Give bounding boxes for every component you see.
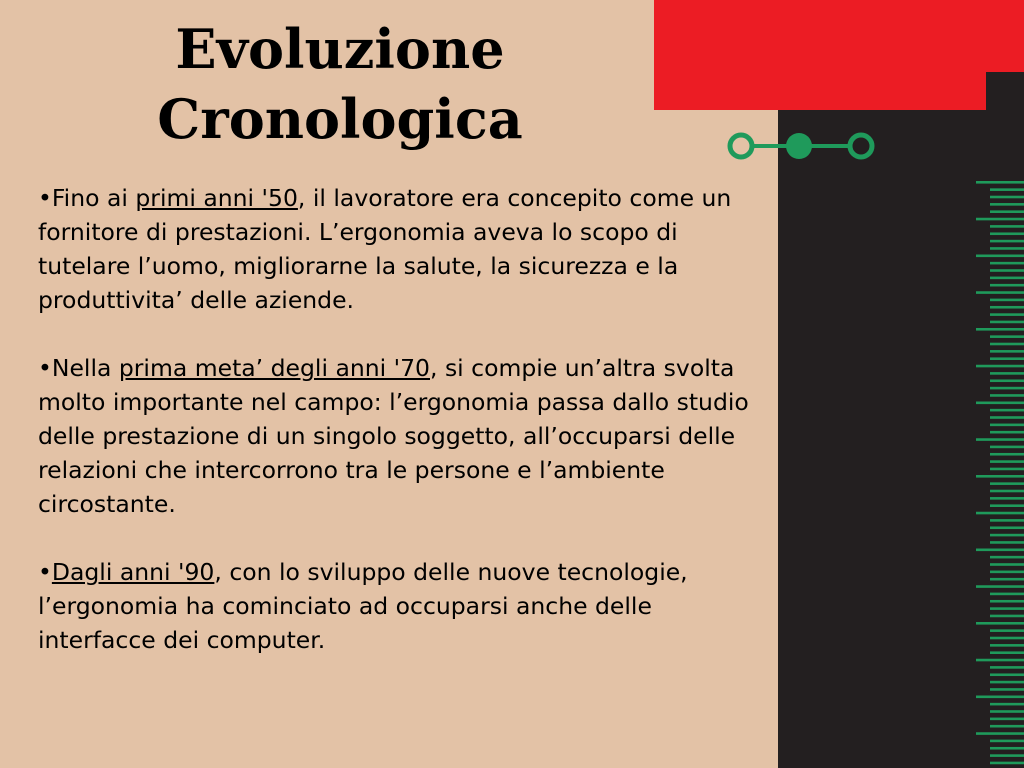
ruler-minor-tick <box>990 277 1024 280</box>
ruler-minor-tick <box>990 232 1024 235</box>
ruler-minor-tick <box>990 644 1024 647</box>
ruler-major-tick <box>976 549 1024 552</box>
ruler-minor-tick <box>990 424 1024 427</box>
ruler-minor-tick <box>990 593 1024 596</box>
ruler-minor-tick <box>990 379 1024 382</box>
ruler-minor-tick <box>990 504 1024 507</box>
paragraph-seventies <box>38 351 758 521</box>
ruler-major-tick <box>976 732 1024 735</box>
ruler-minor-tick <box>990 350 1024 353</box>
paragraph-text: , con lo sviluppo delle nuove tecnologie, l’ergonomia ha cominciato ad occuparsi anche delle interfacce dei computer. <box>38 558 688 654</box>
ruler-major-tick <box>976 696 1024 699</box>
ruler-major-tick <box>976 585 1024 588</box>
ruler-major-tick <box>976 622 1024 625</box>
ruler-minor-tick <box>990 394 1024 397</box>
ruler-minor-tick <box>990 629 1024 632</box>
ruler-minor-tick <box>990 225 1024 228</box>
ruler-minor-tick <box>990 210 1024 213</box>
ruler-minor-tick <box>990 335 1024 338</box>
slide-title <box>60 14 620 154</box>
ruler-minor-tick <box>990 718 1024 721</box>
ruler-minor-tick <box>990 673 1024 676</box>
ruler-minor-tick <box>990 762 1024 765</box>
ruler-minor-tick <box>990 607 1024 610</box>
bullet: • <box>38 558 52 586</box>
ruler-minor-tick <box>990 578 1024 581</box>
ruler-minor-tick <box>990 431 1024 434</box>
ruler-major-tick <box>976 218 1024 221</box>
ruler-minor-tick <box>990 357 1024 360</box>
ruler-minor-tick <box>990 446 1024 449</box>
ruler-minor-tick <box>990 740 1024 743</box>
ruler-minor-tick <box>990 387 1024 390</box>
timeline-nodes-icon <box>730 133 872 159</box>
ruler-minor-tick <box>990 269 1024 272</box>
bullet: • <box>38 354 52 382</box>
ruler-minor-tick <box>990 519 1024 522</box>
ruler-major-tick <box>976 659 1024 662</box>
ruler-major-tick <box>976 402 1024 405</box>
ruler-minor-tick <box>990 188 1024 191</box>
slide-body <box>38 181 758 691</box>
paragraph-nineties <box>38 555 758 657</box>
paragraph-prefix: Fino ai <box>51 184 136 212</box>
ruler-minor-tick <box>990 526 1024 529</box>
ruler-minor-tick <box>990 637 1024 640</box>
ruler-minor-tick <box>990 372 1024 375</box>
ruler-minor-tick <box>990 703 1024 706</box>
ruler-minor-tick <box>990 453 1024 456</box>
ruler-minor-tick <box>990 262 1024 265</box>
ruler-minor-tick <box>990 681 1024 684</box>
title-line-2: Cronologica <box>157 87 523 151</box>
ruler-minor-tick <box>990 240 1024 243</box>
ruler-minor-tick <box>990 747 1024 750</box>
ruler-minor-tick <box>990 409 1024 412</box>
period-highlight: primi anni '50 <box>135 184 298 212</box>
ruler-minor-tick <box>990 556 1024 559</box>
title-line-1: Evoluzione <box>175 17 505 81</box>
ruler-minor-tick <box>990 247 1024 250</box>
ruler-major-tick <box>976 512 1024 515</box>
ruler-minor-tick <box>990 468 1024 471</box>
ruler-minor-tick <box>990 299 1024 302</box>
ruler-minor-tick <box>990 600 1024 603</box>
paragraph-fifties <box>38 181 758 317</box>
bullet: • <box>38 184 52 212</box>
ruler-minor-tick <box>990 490 1024 493</box>
paragraph-text: , il lavoratore era concepito come un fornitore di prestazioni. L’ergonomia aveva lo scopo di tutelare l’uomo, migliorarne la salute, la sicurezza e la produttivita’ delle aziende. <box>38 184 732 314</box>
ruler-major-tick <box>976 438 1024 441</box>
ruler-minor-tick <box>990 534 1024 537</box>
ruler-minor-tick <box>990 203 1024 206</box>
ruler-minor-tick <box>990 321 1024 324</box>
ruler-minor-tick <box>990 541 1024 544</box>
paragraph-text: , si compie un’altra svolta molto importante nel campo: l’ergonomia passa dallo studio delle prestazione di un singolo soggetto, all’occuparsi delle relazioni che intercorrono tra le persone e l’ambiente circostante. <box>38 354 749 518</box>
ruler-minor-tick <box>990 343 1024 346</box>
ruler-major-tick <box>976 475 1024 478</box>
ruler-minor-tick <box>990 563 1024 566</box>
ruler-major-tick <box>976 365 1024 368</box>
ruler-ticks <box>976 181 1024 764</box>
period-highlight: prima meta’ degli anni '70 <box>118 354 430 382</box>
ruler-minor-tick <box>990 460 1024 463</box>
ruler-minor-tick <box>990 571 1024 574</box>
ruler-minor-tick <box>990 688 1024 691</box>
ruler-major-tick <box>976 328 1024 331</box>
ruler-minor-tick <box>990 710 1024 713</box>
ruler-minor-tick <box>990 416 1024 419</box>
ruler-minor-tick <box>990 196 1024 199</box>
ruler-major-tick <box>976 291 1024 294</box>
period-highlight: Dagli anni '90 <box>51 558 215 586</box>
ruler-minor-tick <box>990 725 1024 728</box>
ruler-minor-tick <box>990 284 1024 287</box>
ruler-minor-tick <box>990 615 1024 618</box>
ruler-minor-tick <box>990 666 1024 669</box>
ruler-major-tick <box>976 255 1024 258</box>
ruler-major-tick <box>976 181 1024 184</box>
ruler-minor-tick <box>990 482 1024 485</box>
ruler-minor-tick <box>990 754 1024 757</box>
ruler-minor-tick <box>990 651 1024 654</box>
ruler-minor-tick <box>990 313 1024 316</box>
ruler-minor-tick <box>990 306 1024 309</box>
ruler-minor-tick <box>990 497 1024 500</box>
paragraph-prefix: Nella <box>51 354 119 382</box>
